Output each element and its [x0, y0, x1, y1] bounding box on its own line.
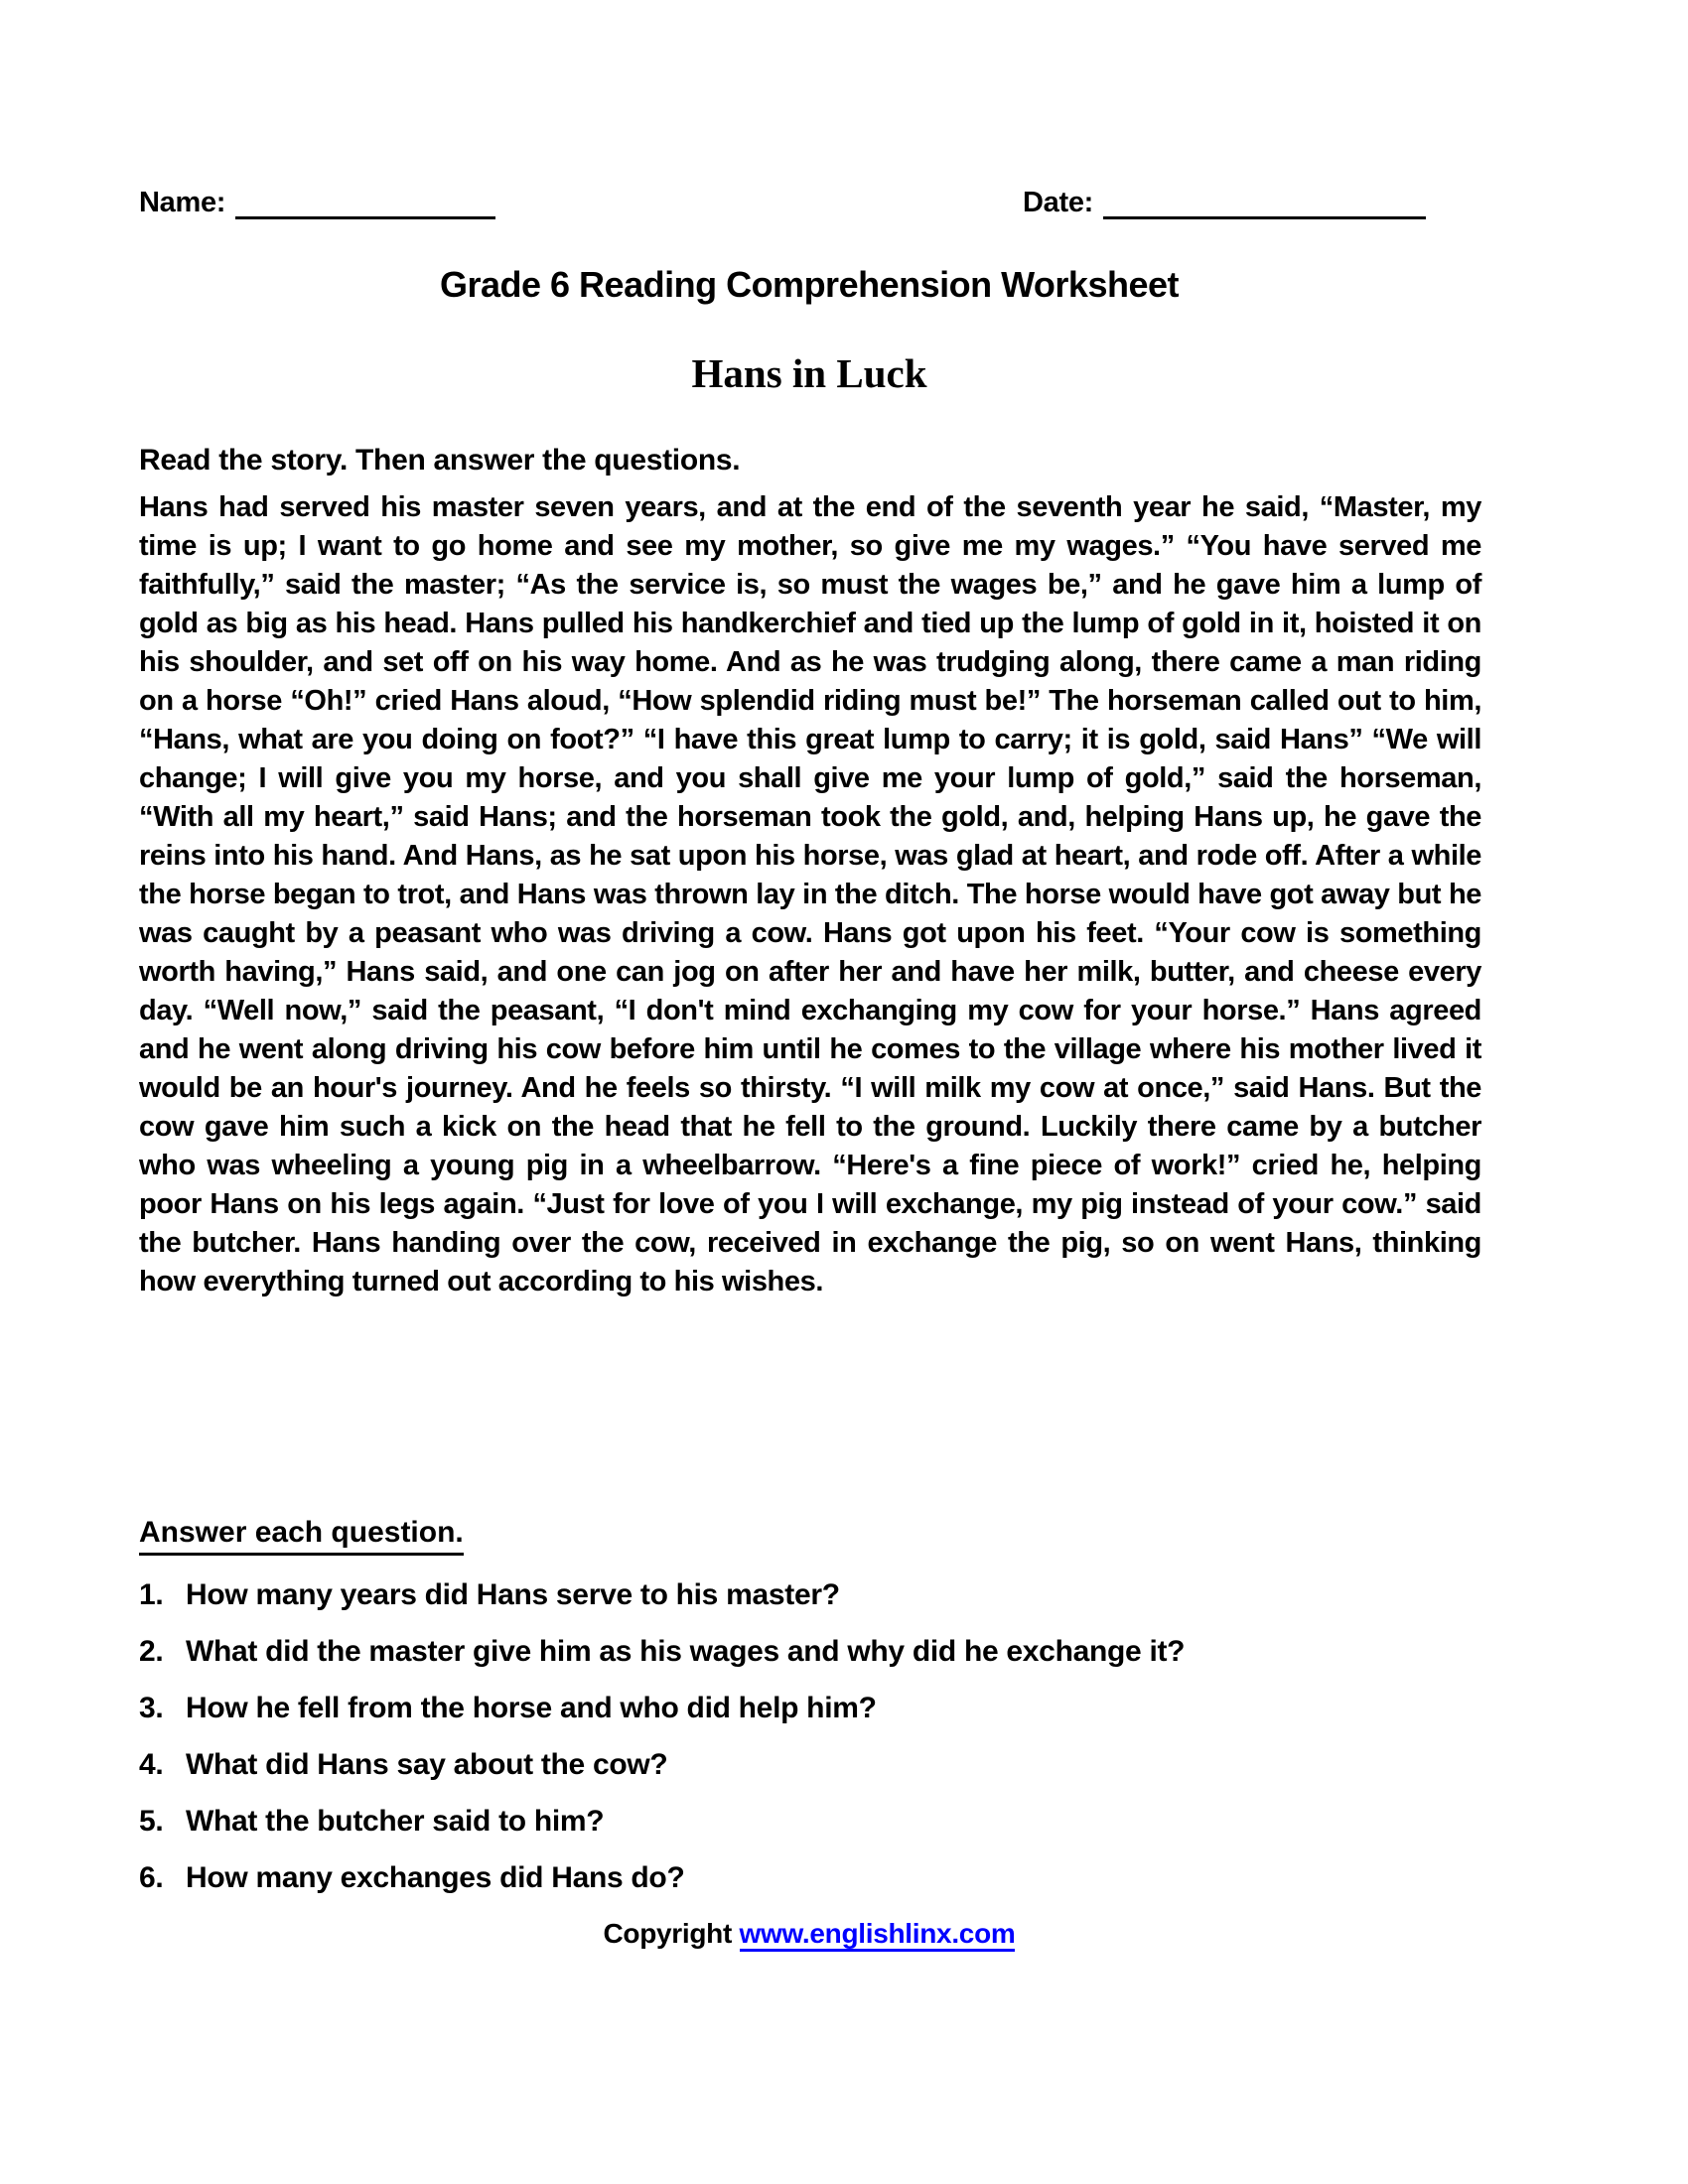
question-item-2	[139, 1637, 1479, 1667]
story-title: Hans in Luck	[691, 350, 927, 396]
name-field-group	[139, 187, 495, 219]
story-text: Hans had served his master seven years, and at the end of the seventh year he said, “Master, my time is up; I want to go home and see my mother, so give me my wages.” “You have served me faithfully,” said the master; “As the service is, so must the wages be,” and he gave him a lump of gold as big as his head. Hans pulled his handkerchief and tied up the lump of gold in it, hoisted it on his shoulder, and set off on his way home. And as he was trudging along, there came a man riding on a horse “Oh!” cried Hans aloud, “How splendid riding must be!” The horseman called out to him, “Hans, what are you doing on foot?” “I have this great lump to carry; it is gold, said Hans” “We will change; I will give you my horse, and you shall give me your lump of gold,” said the horseman, “With all my heart,” said Hans; and the horseman took the gold, and, helping Hans up, he gave the reins into his hand. And Hans, as he sat upon his horse, was glad at heart, and rode off. After a while the horse began to trot, and Hans was thrown lay in the ditch. The horse would have got away but he was caught by a peasant who was driving a cow. Hans got upon his feet. “Your cow is something worth having,” Hans said, and one can jog on after her and have her milk, butter, and cheese every day. “Well now,” said the peasant, “I don't mind exchanging my cow for your horse.” Hans agreed and he went along driving his cow before him until he comes to the village where his mother lived it would be an hour's journey. And he feels so thirsty. “I will milk my cow at once,” said Hans. But the cow gave him such a kick on the head that he fell to the ground. Luckily there came by a butcher who was wheeling a young pig in a wheelbarrow. “Here's a fine piece of work!” cried he, helping poor Hans on his legs again. “Just for love of you I will exchange, my pig instead of your cow.” said the butcher. Hans handing over the cow, received in exchange the pig, so on went Hans, thinking how everything turned out according to his wishes.	[139, 491, 1481, 1297]
question-item-1	[139, 1580, 1479, 1610]
question-item-5	[139, 1807, 1479, 1837]
question-text: How he fell from the horse and who did help him?	[186, 1692, 877, 1724]
question-number: 4.	[139, 1748, 164, 1781]
question-number: 6.	[139, 1861, 164, 1894]
question-number: 2.	[139, 1635, 164, 1668]
question-item-3	[139, 1694, 1479, 1723]
questions-heading: Answer each question.	[139, 1516, 464, 1556]
question-text: What did Hans say about the cow?	[186, 1748, 668, 1781]
date-field-group	[1023, 187, 1426, 219]
question-text: What the butcher said to him?	[186, 1805, 605, 1838]
name-label: Name:	[139, 187, 226, 218]
copyright-label: Copyright	[603, 1918, 733, 1949]
date-label: Date:	[1023, 187, 1094, 218]
name-blank-line[interactable]	[235, 190, 495, 219]
copyright-link[interactable]: www.englishlinx.com	[740, 1918, 1016, 1952]
question-number: 1.	[139, 1578, 164, 1611]
question-item-4	[139, 1750, 1479, 1780]
question-text: How many years did Hans serve to his master?	[186, 1578, 840, 1611]
question-text: What did the master give him as his wages and why did he exchange it?	[186, 1635, 1186, 1668]
question-text: How many exchanges did Hans do?	[186, 1861, 685, 1894]
question-item-6	[139, 1863, 1479, 1893]
page-title: Grade 6 Reading Comprehension Worksheet	[439, 264, 1179, 305]
question-number: 3.	[139, 1692, 164, 1724]
questions-list	[139, 1580, 1479, 1920]
question-number: 5.	[139, 1805, 164, 1838]
date-blank-line[interactable]	[1103, 190, 1426, 219]
footer	[139, 1918, 1479, 1950]
instruction-text: Read the story. Then answer the questions.	[139, 444, 741, 477]
